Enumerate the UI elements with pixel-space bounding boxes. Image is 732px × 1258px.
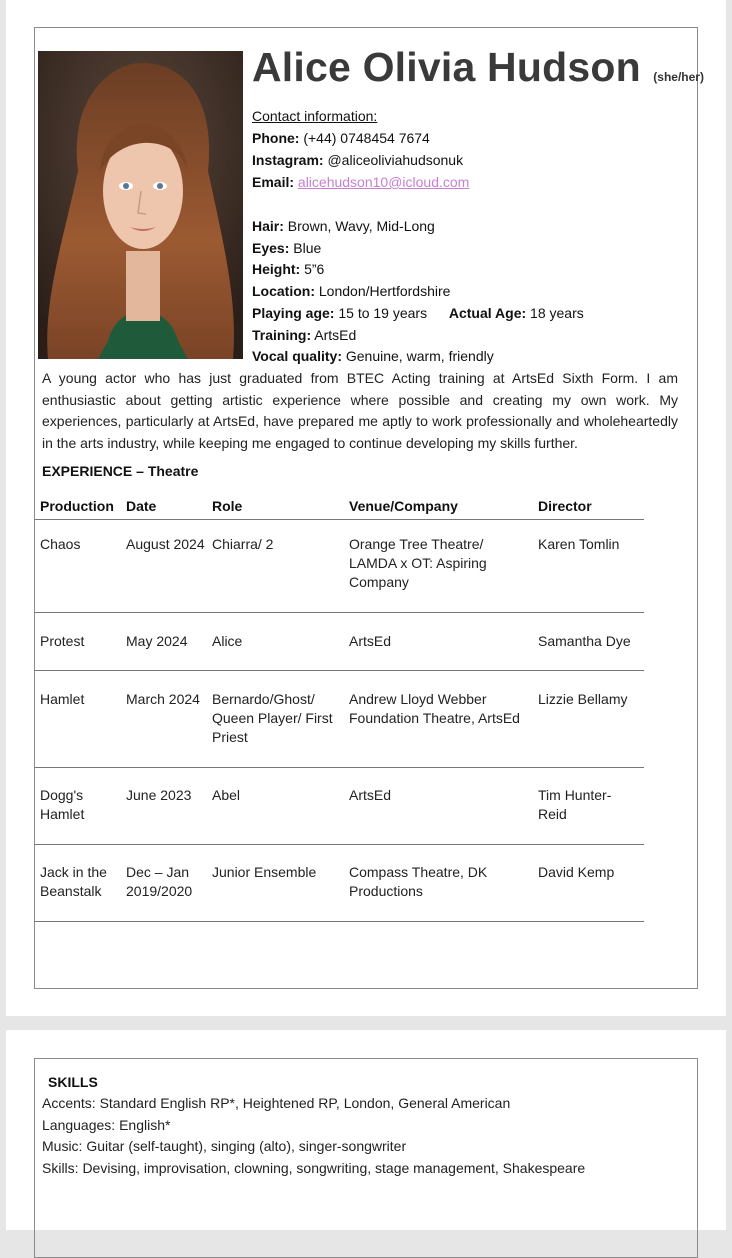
age-line: Playing age: 15 to 19 years Actual Age: 18 years [252,305,584,321]
header-production: Production [40,498,114,514]
bio-paragraph: A young actor who has just graduated from BTEC Acting training at ArtsEd Sixth Form. I am enthusiastic about getting artistic experience where possible and creating my own work. My experiences, particularly at ArtsEd, have prepared me aptly to work professionally and wholeheartedly in the arts industry, while keeping me engaged to continue developing my skills further. [42,370,678,451]
height-line: Height: 5”6 [252,261,325,277]
header-date: Date [126,498,157,514]
table-header [34,495,644,520]
header-role: Role [212,498,243,514]
skills-languages: Languages: English* [42,1117,171,1133]
table-row: Chaos August 2024 Chiarra/ 2 Orange Tree Theatre/ LAMDA x OT: Aspiring Company Karen Tomlin [34,520,644,613]
skills-title: SKILLS [48,1074,98,1090]
phone-line: Phone: (+44) 0748454 7674 [252,130,430,146]
name-header [252,44,704,91]
skills-general: Skills: Devising, improvisation, clowning, songwriting, stage management, Shakespeare [42,1160,586,1176]
email-link[interactable]: alicehudson10@icloud.com [297,174,470,190]
header-director: Director [538,498,592,514]
table-row: Dogg's Hamlet June 2023 Abel ArtsEd Tim Hunter-Reid [34,768,644,845]
contact-heading: Contact information: [252,108,378,124]
skills-music: Music: Guitar (self-taught), singing (alto), singer-songwriter [42,1138,407,1154]
table-row: Hamlet March 2024 Bernardo/Ghost/ Queen Player/ First Priest Andrew Lloyd Webber Foundation Theatre, ArtsEd Lizzie Bellamy [34,671,644,768]
table-row: Protest May 2024 Alice ArtsEd Samantha Dye [34,613,644,671]
header-venue: Venue/Company [349,498,458,514]
training-line: Training: ArtsEd [252,327,357,343]
skills-accents: Accents: Standard English RP*, Heightened RP, London, General American [42,1095,511,1111]
eyes-line: Eyes: Blue [252,240,322,256]
email-line: Email: alicehudson10@icloud.com [252,174,470,190]
instagram-line: Instagram: @aliceoliviahudsonuk [252,152,464,168]
instagram-value: @aliceoliviahudsonuk [327,152,464,168]
location-line: Location: London/Hertfordshire [252,283,451,299]
experience-table [34,495,644,922]
headshot-photo [38,51,243,359]
hair-line: Hair: Brown, Wavy, Mid-Long [252,218,435,234]
experience-title: EXPERIENCE – Theatre [42,463,199,479]
pronouns: (she/her) [653,70,704,84]
phone-value: (+44) 0748454 7674 [303,130,430,146]
vocal-line: Vocal quality: Genuine, warm, friendly [252,348,494,364]
actor-name: Alice Olivia Hudson [252,44,641,90]
table-row: Jack in the Beanstalk Dec – Jan 2019/2020 Junior Ensemble Compass Theatre, DK Productions David Kemp [34,845,644,922]
